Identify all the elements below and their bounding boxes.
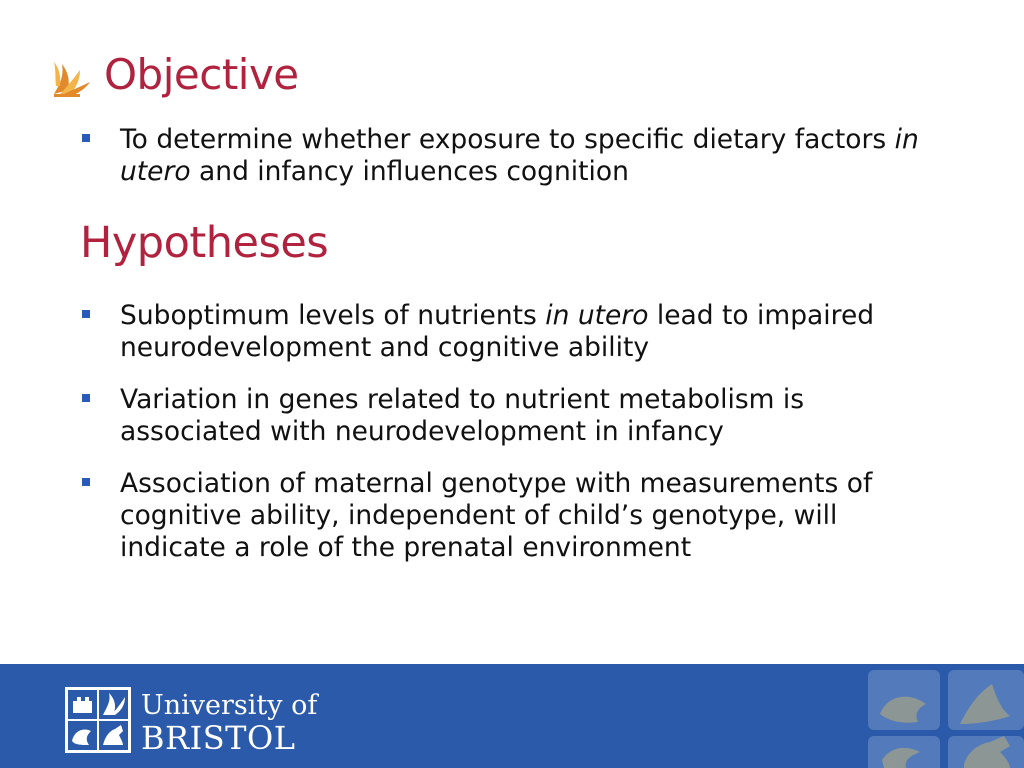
bullet-text <box>120 384 930 448</box>
objective-list <box>82 124 930 188</box>
bullet-marker <box>82 478 90 486</box>
bullet-text-main: Suboptimum levels of nutrients <box>120 300 546 331</box>
bullet-text-continuation: and infancy influences cognition <box>190 156 629 187</box>
bullet-item <box>82 384 930 448</box>
hypotheses-heading: Hypotheses <box>80 218 329 268</box>
bullet-marker <box>82 134 90 142</box>
bullet-item <box>82 300 930 364</box>
bullet-text-italic: in utero <box>545 300 649 331</box>
footer-bar <box>0 664 1024 768</box>
bullet-marker <box>82 310 90 318</box>
bullet-text <box>120 124 930 188</box>
bullet-text-italic: in utero <box>120 124 919 187</box>
bullet-item <box>82 468 930 564</box>
university-crest-icon <box>65 687 131 753</box>
bullet-text-main: To determine whether exposure to specific dietary factors <box>120 124 895 155</box>
bristol-flame-icon <box>50 56 94 98</box>
logo-line-bristol: BRISTOL <box>141 719 296 757</box>
bullet-text-continuation: lead to impaired neurodevelopment and cognitive ability <box>120 300 875 363</box>
crest-watermark-icon <box>860 664 1024 768</box>
bullet-item <box>82 124 930 188</box>
objective-heading: Objective <box>104 50 299 99</box>
bullet-marker <box>82 394 90 402</box>
bullet-text-main: Association of maternal genotype with measurements of cognitive ability, independent of child’s genotype, will indicate a role of the prenatal environment <box>120 468 873 563</box>
hypotheses-list <box>82 300 930 584</box>
bullet-text <box>120 300 930 364</box>
bullet-text-main: Variation in genes related to nutrient metabolism is associated with neurodevelopment in infancy <box>120 384 805 447</box>
logo-line-university: University of <box>141 690 318 721</box>
bullet-text <box>120 468 930 564</box>
